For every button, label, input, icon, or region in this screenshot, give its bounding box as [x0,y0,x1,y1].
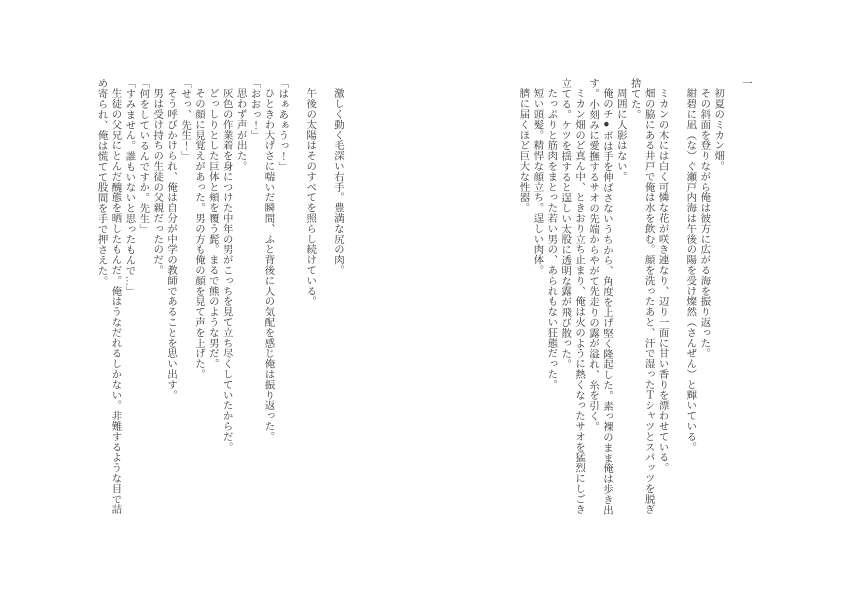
text-line: 臍に届くほど巨大な性器。 [517,88,529,214]
text-line: ひときわ大げさに喘いだ瞬間、ふと背後に人の気配を感じ俺は振り返った。 [262,88,274,442]
text-line: どっしりとした巨体と頬を覆う髭。まるで熊のような男だ。 [206,88,218,370]
text-line: 畑の脇にある井戸で俺は水を飲む。顔を洗ったあと、汗で湿ったＴシャツとスパッツを脱ぎ捨てた。 [628,78,654,515]
text-line: 男は受け持ちの生徒の父親だったのだ。 [151,88,163,276]
text-line: 激しく動く毛深い右手。豊満な尻の肉。 [332,88,343,276]
text-line: 「はぁあぁうっ！」 [276,78,288,172]
text-line: 生徒の父兄にとんだ醜態を晒したもんだ。俺はうなだれるしかない。非難するような目で詰め寄られ、俺は慌てて股間を手で押さえた。 [95,78,121,515]
text-line: ミカンの木には白く可憐な花が咲き連なり、辺り一面に甘い香りを漂わせている。 [656,88,668,474]
blank-line [288,78,302,518]
text-line: その顔に見覚えがあった。男の方も俺の顔を見て声を上げた。 [192,88,204,380]
text-line: 短い頭髪。精悍な顔立ち。逞しい肉体。 [531,88,543,276]
text-line: 「おおっ！」 [248,78,260,141]
text-line: 思わず声が出た。 [234,88,246,172]
text-line: たっぷりと筋肉をまとった若い男の、あられもない狂態だった。 [545,88,557,390]
blank-line [316,78,330,518]
text-line: 「何をしているんですか。先生」 [137,78,149,234]
text-line: 初夏のミカン畑。 [712,88,724,172]
text-line: その斜面を登りながら俺は彼方に広がる海を振り返った。 [698,88,710,359]
text-line: 灰色の作業着を身につけた中年の男がこっちを見て立ち尽くしていたからだ。 [220,88,232,453]
blank-line [669,78,683,518]
text-line: そう呼びかけられ、俺は自分が中学の教師であることを思い出す。 [165,88,177,401]
chapter-number: 一 [740,78,751,89]
page-right [516,78,752,518]
text-line: 午後の太陽はそのすべてを照らし続けている。 [304,88,316,307]
text-line: 紺碧に凪（な）ぐ瀬戸内海は午後の陽を受け燦然（さんぜん）と輝いている。 [684,88,696,453]
text-line: 周囲に人影はない。 [614,88,626,182]
text-line: 俺のチ●ボは手を伸ばさないうちから、角度を上げ堅く隆起した。素っ裸のまま俺は歩き出す。小刻みに愛撫するサオの先端からやがて先走りの露が溢れ、糸を引く。 [587,78,612,516]
blank-line [724,78,738,518]
page-left [94,78,344,518]
text-line: ミカン畑のど真ん中、ときおり立ち止まり、俺は火のように熱くなったサオを猛烈にしごき立てる。ケツを揺すると逞しい太股に透明な露が飛び散った。 [559,78,585,515]
text-line: 「せっ、先生！」 [179,78,191,162]
text-line: 「すみません。誰もいないと思ったもんで…」 [123,78,135,297]
